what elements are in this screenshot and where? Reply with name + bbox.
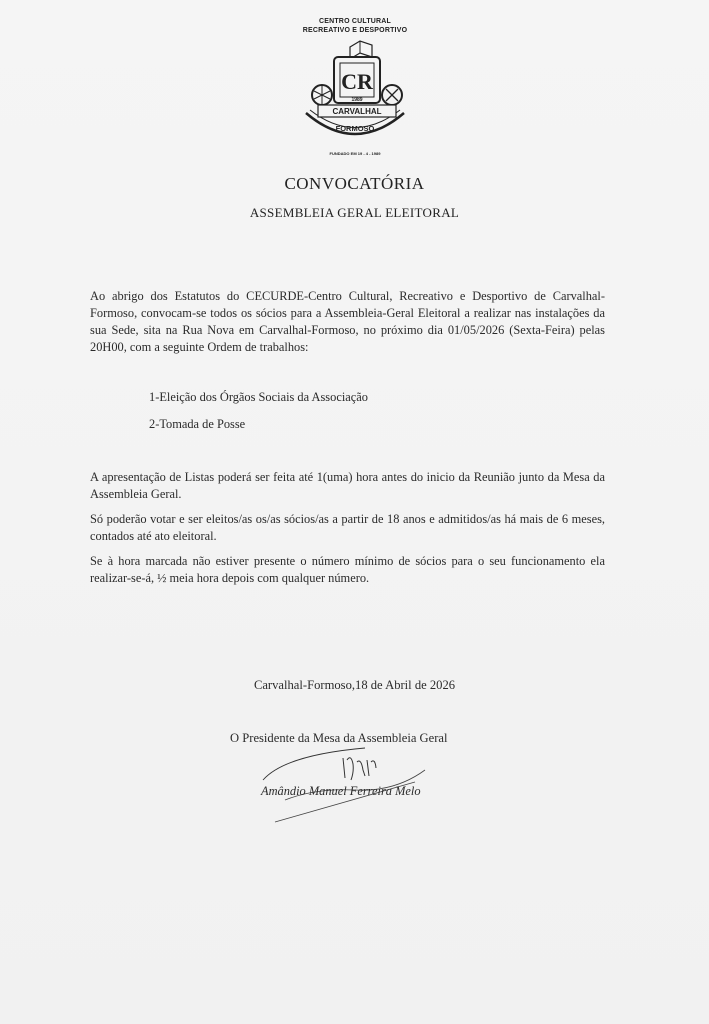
lists-paragraph: A apresentação de Listas poderá ser feita até 1(uma) hora antes do inicio da Reunião junto da Mesa da Assembleia Geral. — [90, 470, 605, 501]
document-subtitle: ASSEMBLEIA GERAL ELEITORAL — [249, 205, 460, 220]
voting-paragraph: Só poderão votar e ser eleitos/as os/as sócios/as a partir de 18 anos e admitidos/as há mais de 6 meses, contados até ato eleitoral. — [90, 512, 605, 543]
intro-paragraph: Ao abrigo dos Estatutos do CECURDE-Centro Cultural, Recreativo e Desportivo de Carvalhal-Formoso, convocam-se todos os sócios para a Assembleia-Geral Eleitoral a realizar nas instalações da sua Sede, sita na Rua Nova em Carvalhal-Formoso, no próximo dia 01/05/2026 (Sexta-Feira) pelas 20H00, com a seguinte Ordem de trabalhos: — [90, 289, 605, 354]
document-title: CONVOCATÓRIA — [284, 174, 425, 193]
place-date: Carvalhal-Formoso,18 de Abril de 2026 — [253, 678, 456, 692]
logo-founded: FUNDADO EM 19 - 4 - 1989 — [329, 151, 381, 156]
logo-monogram: CR — [341, 69, 373, 94]
logo-text-line1: CENTRO CULTURAL — [318, 18, 392, 25]
logo-text-line2: RECREATIVO E DESPORTIVO — [302, 27, 408, 34]
logo-banner-carvalhal: CARVALHAL — [332, 107, 382, 116]
agenda-item: 2-Tomada de Posse — [149, 417, 246, 431]
quorum-paragraph: Se à hora marcada não estiver presente o número mínimo de sócios para o seu funcionamento ela realizar-se-á, ½ meia hora depois com qualquer número. — [90, 554, 605, 585]
logo-year: 1989 — [351, 97, 363, 103]
agenda-item: 1-Eleição dos Órgãos Sociais da Associação — [149, 390, 368, 404]
logo-emblem — [300, 35, 410, 160]
handwritten-signature — [255, 740, 455, 825]
logo-banner-formoso: FORMOSO — [335, 124, 375, 133]
president-title: O Presidente da Mesa da Assembleia Geral — [230, 731, 448, 745]
signer-name: Amândio Manuel Ferreira Melo — [261, 784, 421, 798]
club-logo — [300, 15, 410, 160]
